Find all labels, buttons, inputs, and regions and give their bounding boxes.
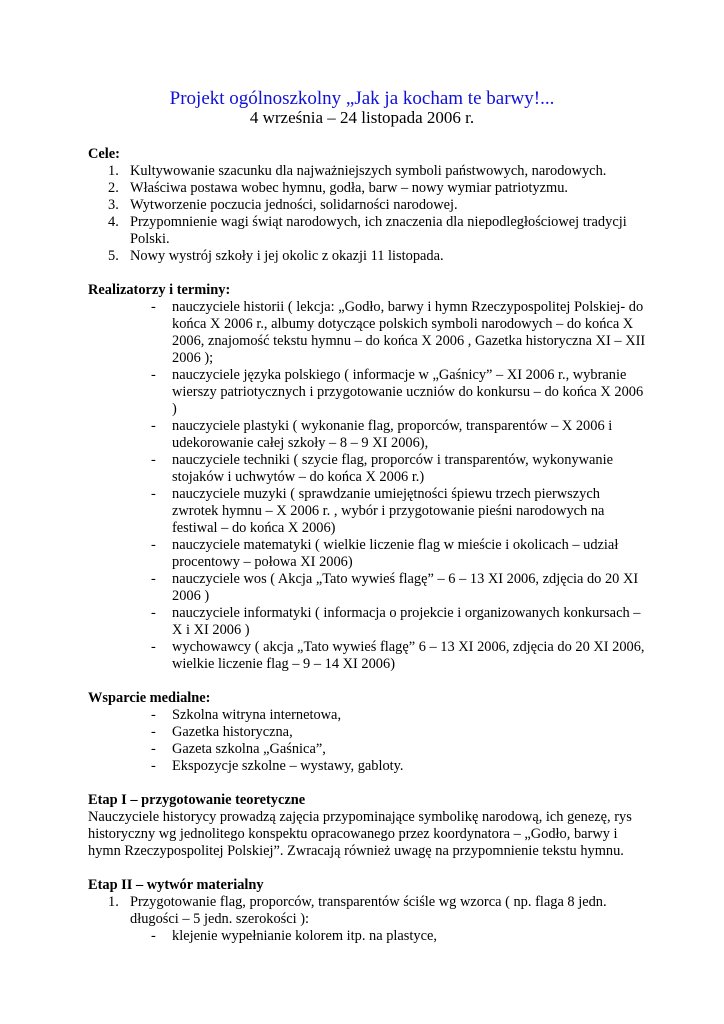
- goal-item: [88, 180, 648, 197]
- stage2-sublist: [88, 928, 648, 945]
- stage2-subtext: klejenie wypełnianie kolorem itp. na plastyce,: [172, 928, 437, 944]
- implementer-text: nauczyciele techniki ( szycie flag, proporców i transparentów, wykonywanie stojaków i uchwytów – do końca X 2006 r.): [172, 452, 614, 485]
- implementer-item: [88, 639, 648, 673]
- implementer-text: nauczyciele języka polskiego ( informacje w „Gaśnicy” – XI 2006 r., wybranie wierszy patriotycznych i przygotowanie uczniów do konkursu – do końca X 2006 ): [172, 367, 644, 417]
- media-text: Gazetka historyczna,: [172, 724, 293, 740]
- implementer-text: nauczyciele historii ( lekcja: „Godło, barwy i hymn Rzeczypospolitej Polskiej- do końca X 2006 r., albumy dotyczące polskich symboli narodowych – do końca X 2006, znajomość tekstu hymnu – do końca X 2006 , Gazetka historyczna XI – XII 2006 );: [172, 299, 646, 366]
- media-item: [88, 741, 648, 758]
- goals-heading: Cele:: [88, 146, 120, 162]
- goals-list: [88, 163, 648, 265]
- document-title: Projekt ogólnoszkolny „Jak ja kocham te barwy!...: [169, 88, 555, 109]
- list-dash: -: [151, 707, 156, 723]
- list-number: 1.: [108, 894, 119, 910]
- list-number: 2.: [108, 180, 119, 196]
- stage1-heading: Etap I – przygotowanie teoretyczne: [88, 792, 306, 808]
- implementers-list: [88, 299, 648, 673]
- stage2-heading: Etap II – wytwór materialny: [88, 877, 264, 893]
- goal-text: Wytworzenie poczucia jedności, solidarności narodowej.: [130, 197, 458, 213]
- implementer-item: [88, 367, 648, 418]
- media-text: Gazeta szkolna „Gaśnica”,: [172, 741, 326, 757]
- list-dash: -: [151, 418, 156, 434]
- list-dash: -: [151, 367, 156, 383]
- list-number: 1.: [108, 163, 119, 179]
- list-dash: -: [151, 537, 156, 553]
- goal-item: [88, 248, 648, 265]
- media-item: [88, 758, 648, 775]
- implementer-text: nauczyciele wos ( Akcja „Tato wywieś flagę” – 6 – 13 XI 2006, zdjęcia do 20 XI 2006 ): [172, 571, 639, 604]
- stage1-text: Nauczyciele historycy prowadzą zajęcia przypominające symbolikę narodową, ich genezę, rys historyczny wg jednolitego konspektu opracowanego przez koordynatora – „Godło, barwy i hymn Rzeczypospolitej Polskiej”. Zwracają również uwagę na przypomnienie tekstu hymnu.: [88, 809, 632, 859]
- list-dash: -: [151, 639, 156, 655]
- list-number: 4.: [108, 214, 119, 230]
- document-dates: 4 września – 24 listopada 2006 r.: [249, 108, 475, 127]
- media-item: [88, 707, 648, 724]
- implementer-text: nauczyciele matematyki ( wielkie liczenie flag w mieście i okolicach – udział procentowy – połowa XI 2006): [172, 537, 619, 570]
- stage2-subitem: [88, 928, 648, 945]
- implementer-item: [88, 571, 648, 605]
- list-dash: -: [151, 486, 156, 502]
- list-dash: -: [151, 299, 156, 315]
- implementer-item: [88, 418, 648, 452]
- list-dash: -: [151, 724, 156, 740]
- implementer-item: [88, 452, 648, 486]
- media-text: Ekspozycje szkolne – wystawy, gabloty.: [172, 758, 404, 774]
- goal-text: Nowy wystrój szkoły i jej okolic z okazji 11 listopada.: [130, 248, 444, 264]
- implementer-text: nauczyciele muzyki ( sprawdzanie umiejętności śpiewu trzech pierwszych zwrotek hymnu – X 2006 r. , wybór i przygotowanie pieśni narodowych na festiwal – do końca X 2006): [172, 486, 605, 536]
- goal-text: Kultywowanie szacunku dla najważniejszych symboli państwowych, narodowych.: [130, 163, 607, 179]
- goal-item: [88, 197, 648, 214]
- list-dash: -: [151, 758, 156, 774]
- goal-item: [88, 163, 648, 180]
- list-dash: -: [151, 741, 156, 757]
- list-dash: -: [151, 605, 156, 621]
- list-dash: -: [151, 928, 156, 944]
- implementer-text: nauczyciele informatyki ( informacja o projekcie i organizowanych konkursach – X i XI 2006 ): [172, 605, 641, 638]
- stage2-list: [88, 894, 648, 928]
- implementer-text: wychowawcy ( akcja „Tato wywieś flagę” 6 – 13 XI 2006, zdjęcia do 20 XI 2006, wielkie liczenie flag – 9 – 14 XI 2006): [172, 639, 645, 672]
- implementers-heading: Realizatorzy i terminy:: [88, 282, 231, 298]
- implementer-text: nauczyciele plastyki ( wykonanie flag, proporców, transparentów – X 2006 i udekorowanie całej szkoły – 8 – 9 XI 2006),: [172, 418, 613, 451]
- goal-text: Przypomnienie wagi świąt narodowych, ich znaczenia dla niepodległościowej tradycji Polski.: [130, 214, 627, 247]
- goal-text: Właściwa postawa wobec hymnu, godła, barw – nowy wymiar patriotyzmu.: [130, 180, 569, 196]
- implementer-item: [88, 605, 648, 639]
- implementer-item: [88, 486, 648, 537]
- implementer-item: [88, 299, 648, 367]
- list-dash: -: [151, 571, 156, 587]
- list-number: 3.: [108, 197, 119, 213]
- stage2-item: [88, 894, 648, 928]
- goal-item: [88, 214, 648, 248]
- list-dash: -: [151, 452, 156, 468]
- document-body: [88, 146, 648, 945]
- media-text: Szkolna witryna internetowa,: [172, 707, 342, 723]
- stage2-text: Przygotowanie flag, proporców, transparentów ściśle wg wzorca ( np. flaga 8 jedn. długości – 5 jedn. szerokości ):: [130, 894, 607, 927]
- media-heading: Wsparcie medialne:: [88, 690, 211, 706]
- media-item: [88, 724, 648, 741]
- media-list: [88, 707, 648, 775]
- list-number: 5.: [108, 248, 119, 264]
- implementer-item: [88, 537, 648, 571]
